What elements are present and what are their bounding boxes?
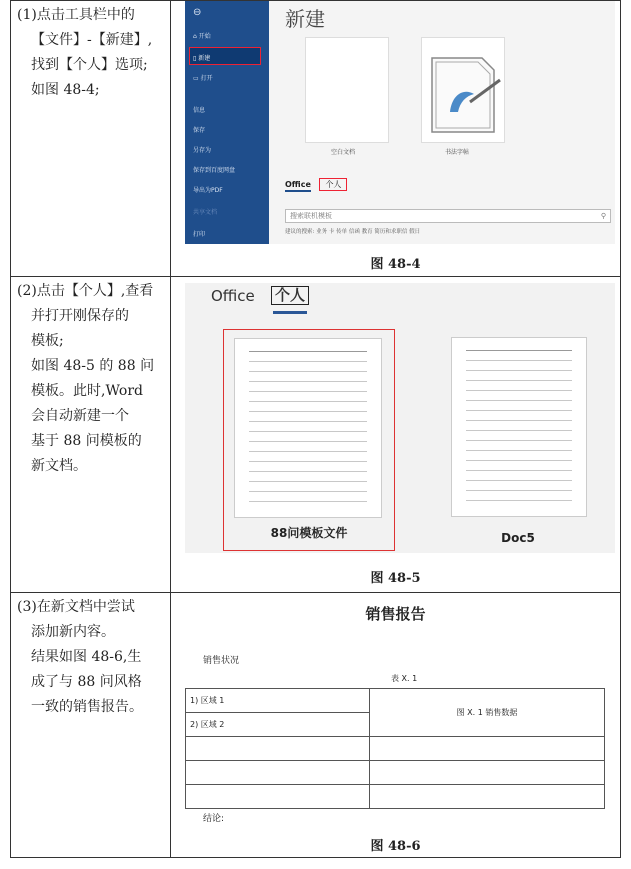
doc-line <box>249 401 367 402</box>
table-cell <box>370 785 605 809</box>
doc-line <box>466 400 572 401</box>
doc-line <box>249 391 367 392</box>
doc-line <box>249 451 367 452</box>
conclusion-label: 结论: <box>203 814 225 824</box>
doc-line <box>249 471 367 472</box>
doc-line <box>466 490 572 491</box>
table-cell <box>186 761 370 785</box>
template-label: 88问模板文件 <box>270 526 348 540</box>
section-heading: 销售状况 <box>203 656 240 666</box>
step-2-line: 如图 48-5 的 88 问 <box>31 358 155 374</box>
folder-icon: ▭ <box>193 75 201 82</box>
sidebar-item-home[interactable] <box>193 31 211 40</box>
step-2-line: 并打开刚保存的 <box>31 308 129 324</box>
doc-line <box>466 360 572 361</box>
template-label: Doc5 <box>501 531 535 545</box>
template-88-thumbnail <box>234 338 382 518</box>
table-cell <box>186 737 370 761</box>
word-new-screen <box>185 1 615 244</box>
sidebar-item-save-as[interactable]: 另存为 <box>193 147 212 154</box>
step-3-line: 结果如图 48-6,生 <box>31 649 142 665</box>
step-3-figure-cell <box>171 593 620 857</box>
table-cell <box>370 737 605 761</box>
doc-line <box>466 380 572 381</box>
file-sidebar <box>185 1 269 244</box>
instruction-table <box>10 0 621 858</box>
table-cell <box>370 761 605 785</box>
table-caption: 表 X. 1 <box>391 674 418 683</box>
doc-line <box>466 440 572 441</box>
personal-templates-screen <box>185 283 615 553</box>
doc-line <box>466 500 572 501</box>
tab-office[interactable]: Office <box>285 180 311 192</box>
step-2-line: 会自动新建一个 <box>31 408 129 424</box>
sidebar-item-export-pdf[interactable]: 导出为PDF <box>193 187 223 194</box>
doc5-thumbnail[interactable] <box>451 337 587 517</box>
step-row-2 <box>11 277 620 593</box>
step-3-line: 成了与 88 问风格 <box>31 674 142 690</box>
table-cell: 图 X. 1 销售数据 <box>370 689 605 737</box>
table-cell: 2) 区域 2 <box>186 713 370 737</box>
step-3-line: (3)在新文档中尝试 <box>17 599 135 615</box>
doc-line <box>249 351 367 352</box>
tab-personal[interactable]: 个人 <box>319 178 347 191</box>
sidebar-item-info[interactable]: 信息 <box>193 107 206 114</box>
doc-line <box>466 450 572 451</box>
step-1-line: 如图 48-4; <box>31 82 100 98</box>
sales-table <box>185 688 605 809</box>
doc-line <box>249 431 367 432</box>
doc-line <box>249 491 367 492</box>
sidebar-item-share[interactable]: 共享文档 <box>193 209 218 216</box>
search-placeholder: 搜索联机模板 <box>290 212 332 220</box>
sidebar-item-open[interactable] <box>193 73 213 82</box>
doc-line <box>466 410 572 411</box>
step-2-line: 模板; <box>31 333 64 349</box>
step-1-figure-cell <box>171 1 620 276</box>
sidebar-item-save[interactable]: 保存 <box>193 127 206 134</box>
sidebar-item-label: 打开 <box>200 75 213 82</box>
doc-line <box>249 381 367 382</box>
doc-line <box>249 361 367 362</box>
tab-office[interactable]: Office <box>211 287 255 305</box>
doc-line <box>249 481 367 482</box>
search-icon[interactable]: ⚲ <box>600 212 606 220</box>
step-2-line: 新文档。 <box>31 458 87 474</box>
step-2-line: 基于 88 问模板的 <box>31 433 142 449</box>
table-row <box>186 785 605 809</box>
step-row-3 <box>11 593 620 857</box>
doc-line <box>249 501 367 502</box>
step-2-text <box>11 277 171 592</box>
table-row <box>186 689 605 713</box>
doc-line <box>466 430 572 431</box>
doc-line <box>466 390 572 391</box>
sidebar-item-label: 开始 <box>198 33 211 40</box>
template-label: 空白文档 <box>331 149 356 156</box>
step-row-1 <box>11 1 620 277</box>
figure-caption: 图 48-6 <box>370 839 421 854</box>
template-label: 书法字帖 <box>445 149 470 156</box>
table-row <box>186 737 605 761</box>
sidebar-item-print[interactable]: 打印 <box>193 231 206 238</box>
sidebar-item-new[interactable] <box>193 53 210 62</box>
calligraphy-thumbnail[interactable] <box>421 37 505 143</box>
new-doc-icon: ▯ <box>193 55 199 62</box>
table-cell: 1) 区域 1 <box>186 689 370 713</box>
sales-report-document <box>171 593 620 857</box>
step-1-line: 【文件】-【新建】, <box>31 32 153 48</box>
figure-caption: 图 48-5 <box>370 571 421 586</box>
suggested-searches: 建议的搜索: 业务 卡 传单 信函 教育 简历和求职信 假日 <box>285 229 421 235</box>
tab-personal[interactable]: 个人 <box>271 286 309 305</box>
home-icon: ⌂ <box>193 33 199 40</box>
back-arrow-icon[interactable]: ⊖ <box>193 7 202 18</box>
sidebar-item-label: 新建 <box>198 55 211 62</box>
figure-caption: 图 48-4 <box>370 257 421 272</box>
calligraphy-brush-icon <box>422 38 504 142</box>
doc-line <box>249 411 367 412</box>
template-search-input[interactable] <box>285 209 611 223</box>
doc-line <box>249 461 367 462</box>
step-3-line: 一致的销售报告。 <box>31 699 143 715</box>
template-tabs <box>285 179 347 190</box>
doc-line <box>466 420 572 421</box>
table-cell <box>186 785 370 809</box>
page-title: 新建 <box>285 7 325 31</box>
blank-doc-thumbnail[interactable] <box>305 37 389 143</box>
doc-line <box>466 480 572 481</box>
selected-template-frame[interactable] <box>223 329 395 551</box>
step-2-line: (2)点击【个人】,查看 <box>17 283 154 299</box>
table-row <box>186 761 605 785</box>
step-1-text <box>11 1 171 276</box>
doc-line <box>249 371 367 372</box>
doc-line <box>466 350 572 351</box>
active-tab-underline <box>273 311 307 314</box>
sidebar-item-save-baidu[interactable]: 保存到百度网盘 <box>193 167 236 174</box>
step-3-line: 添加新内容。 <box>31 624 115 640</box>
doc-line <box>466 370 572 371</box>
step-3-text <box>11 593 171 857</box>
report-title: 销售报告 <box>365 605 426 623</box>
doc-line <box>249 441 367 442</box>
step-2-line: 模板。此时,Word <box>31 383 143 399</box>
doc-line <box>466 470 572 471</box>
step-1-line: 找到【个人】选项; <box>31 57 148 73</box>
step-1-line: (1)点击工具栏中的 <box>17 7 135 23</box>
doc-line <box>249 421 367 422</box>
step-2-figure-cell <box>171 277 620 592</box>
doc-line <box>466 460 572 461</box>
